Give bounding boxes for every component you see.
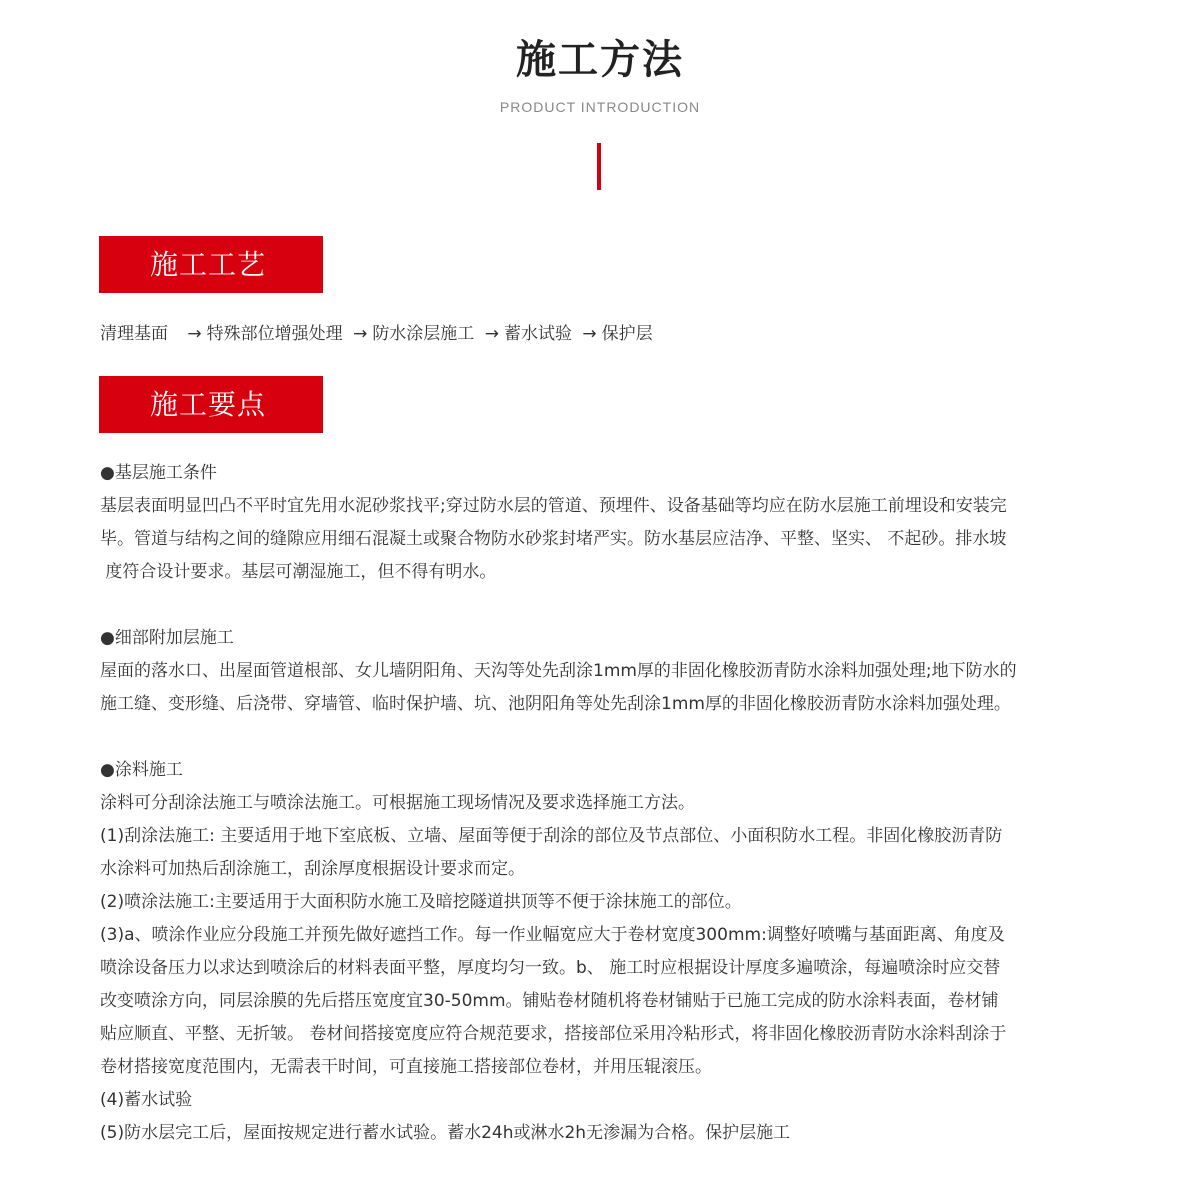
block-heading: ●基层施工条件 [100,463,217,483]
process-flow [100,320,653,348]
spacer [100,721,1110,754]
section-banner-process: 施工工艺 [99,236,323,293]
paragraph-line: 屋面的落水口、出屋面管道根部、女儿墙阴阳角、天沟等处先刮涂1mm厚的非固化橡胶沥青防水涂料加强处理;地下防水的 [100,661,1017,681]
paragraph-line: 基层表面明显凹凸不平时宜先用水泥砂浆找平;穿过防水层的管道、预埋件、设备基础等均应在防水层施工前埋设和安装完 [100,496,1007,516]
red-divider [597,143,601,190]
flow-step: 蓄水试验 [503,324,572,344]
paragraph-line: 涂料可分刮涂法施工与喷涂法施工。可根据施工现场情况及要求选择施工方法。 [100,793,695,813]
content-block-coating [100,754,1110,1150]
paragraph-line: (1)刮涂法施工: 主要适用于地下室底板、立墙、屋面等便于刮涂的部位及节点部位、小面积防水工程。非固化橡胶沥青防 [100,826,1003,846]
arrow-right-icon: → [484,324,499,344]
section-banner-key-points: 施工要点 [99,376,323,433]
paragraph-line: 施工缝、变形缝、后浇带、穿墙管、临时保护墙、坑、池阴阳角等处先刮涂1mm厚的非固化橡胶沥青防水涂料加强处理。 [100,694,1011,714]
arrow-right-icon: → [582,324,597,344]
key-points-content [100,457,1110,1150]
spacer [100,589,1110,622]
flow-step: 特殊部位增强处理 [206,324,343,344]
paragraph-line: 度符合设计要求。基层可潮湿施工，但不得有明水。 [100,562,497,582]
content-block-detail-layer [100,622,1110,721]
paragraph-line: (3)a、喷涂作业应分段施工并预先做好遮挡工作。每一作业幅宽应大于卷材宽度300mm:调整好喷嘴与基面距离、角度及 [100,925,1005,945]
page-title: 施工方法 [516,37,684,83]
paragraph-line: 毕。管道与结构之间的缝隙应用细石混凝土或聚合物防水砂浆封堵严实。防水基层应洁净、平整、坚实、 不起砂。排水坡 [100,529,1007,549]
page-subtitle: PRODUCT INTRODUCTION [499,99,701,115]
paragraph-line: 水涂料可加热后刮涂施工，刮涂厚度根据设计要求而定。 [100,859,525,879]
paragraph-line: (2)喷涂法施工:主要适用于大面积防水施工及暗挖隧道拱顶等不便于涂抹施工的部位。 [100,892,742,912]
paragraph-line: 改变喷涂方向，同层涂膜的先后搭压宽度宜30-50mm。铺贴卷材随机将卷材铺贴于已施工完成的防水涂料表面，卷材铺 [100,991,999,1011]
paragraph-line: 贴应顺直、平整、无折皱。 卷材间搭接宽度应符合规范要求，搭接部位采用冷粘形式，将非固化橡胶沥青防水涂料刮涂于 [100,1024,1007,1044]
paragraph-line: (4)蓄水试验 [100,1090,193,1110]
paragraph-line: 卷材搭接宽度范围内，无需表干时间，可直接施工搭接部位卷材，并用压辊滚压。 [100,1057,712,1077]
flow-step: 清理基面 [100,324,168,344]
flow-step: 防水涂层施工 [372,324,475,344]
paragraph-line: (5)防水层完工后，屋面按规定进行蓄水试验。蓄水24h或淋水2h无渗漏为合格。保护层施工 [100,1123,791,1143]
paragraph-line: 喷涂设备压力以求达到喷涂后的材料表面平整，厚度均匀一致。b、 施工时应根据设计厚度多遍喷涂，每遍喷涂时应交替 [100,958,1001,978]
flow-step: 保护层 [601,324,653,344]
content-block-base-conditions [100,457,1110,589]
block-heading: ●涂料施工 [100,760,183,780]
arrow-right-icon: → [187,324,202,344]
arrow-right-icon: → [353,324,368,344]
block-heading: ●细部附加层施工 [100,628,234,648]
